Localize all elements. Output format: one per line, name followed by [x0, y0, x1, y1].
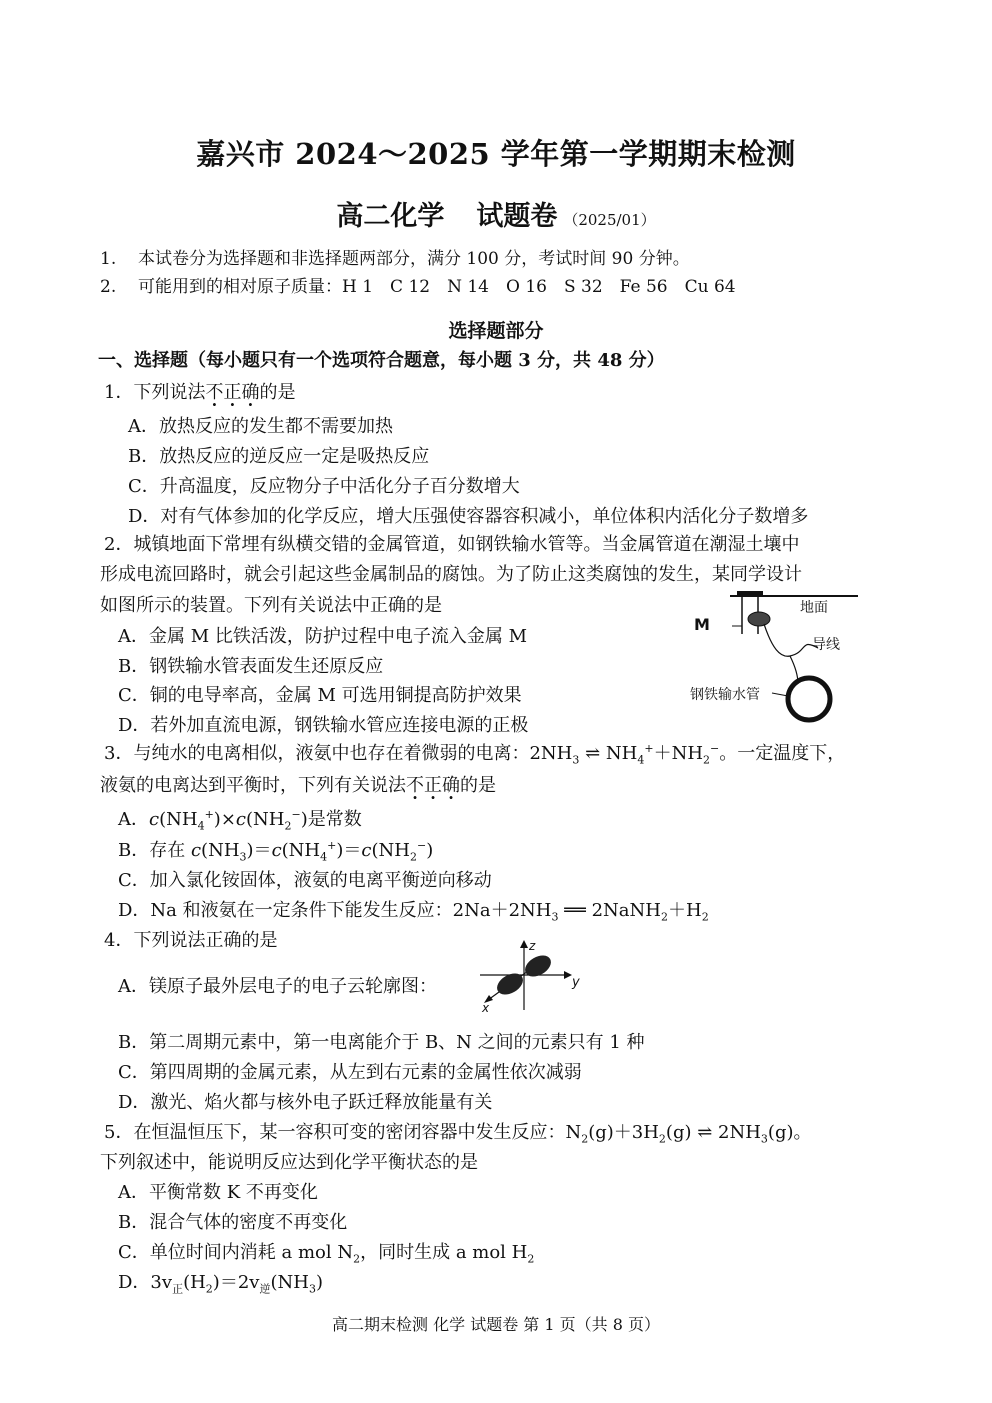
- question-3-option-c: C．加入氯化铵固体，液氨的电离平衡逆向移动: [118, 870, 492, 891]
- question-4-option-b: B．第二周期元素中，第一电离能介于 B、N 之间的元素只有 1 种: [118, 1032, 645, 1053]
- p-orbital-figure: [474, 936, 584, 1014]
- question-5-option-a: A．平衡常数 K 不再变化: [118, 1182, 318, 1203]
- orbital-lobe-lower: [493, 969, 526, 999]
- question-1-stem: 1．下列说法不正确的是: [104, 382, 296, 403]
- question-2-option-d: D．若外加直流电源，钢铁输水管应连接电源的正极: [118, 715, 529, 736]
- page-footer: 高二期末检测 化学 试题卷 第 1 页（共 8 页）: [332, 1315, 660, 1334]
- y-arrow-icon: [564, 971, 572, 979]
- subject-label: 高二化学: [336, 201, 445, 232]
- question-4-option-a: A．镁原子最外层电子的电子云轮廓图：: [118, 976, 437, 997]
- question-5-option-d: D．$3v_正(H_2)=2v_逆(NH_3)$: [118, 1272, 323, 1296]
- note-1: 1. 本试卷分为选择题和非选择题两部分，满分 100 分，考试时间 90 分钟。: [100, 249, 690, 269]
- x-axis-label: x: [482, 1001, 490, 1014]
- paper-subtitle: [0, 194, 992, 233]
- question-4-stem: 4．下列说法正确的是: [104, 930, 278, 951]
- question-3-line-1: 3．与纯水的电离相似，液氨中也存在着微弱的电离：$2NH_3$ ⇌ $NH_4^++NH_2^-$。一定温度下，: [104, 742, 846, 767]
- question-4-option-c: C．第四周期的金属元素，从左到右元素的金属性依次减弱: [118, 1062, 582, 1083]
- question-1-option-c: C．升高温度，反应物分子中活化分子百分数增大: [128, 476, 520, 497]
- part-title: 一、选择题（每小题只有一个选项符合题意，每小题 3 分，共 48 分）: [98, 350, 665, 371]
- exam-title: 嘉兴市 2024～2025 学年第一学期期末检测: [196, 137, 796, 171]
- note-2: 2. 可能用到的相对原子质量：H 1 C 12 N 14 O 16 S 32 Fe 56 Cu 64: [100, 277, 736, 297]
- question-3-option-d: D．Na 和液氨在一定条件下能发生反应：$2Na+2NH_3$ ══ $2NaNH_2+H_2$: [118, 900, 709, 924]
- question-2-line-2: 形成电流回路时，就会引起这些金属制品的腐蚀。为了防止这类腐蚀的发生，某同学设计: [100, 564, 802, 585]
- wire-path: [764, 624, 818, 656]
- question-2-line-1: 2．城镇地面下常埋有纵横交错的金属管道，如钢铁输水管等。当金属管道在潮湿土壤中: [104, 534, 800, 555]
- ground-label: 地面: [800, 600, 828, 616]
- question-2-line-3: 如图所示的装置。下列有关说法中正确的是: [100, 595, 442, 616]
- pipe-pointer: [772, 693, 788, 696]
- paper-label: 试题卷: [476, 201, 558, 232]
- exam-date: （2025/01）: [563, 211, 656, 229]
- metal-m-label: M: [694, 615, 710, 634]
- question-5-line-2: 下列叙述中，能说明反应达到化学平衡状态的是: [100, 1152, 478, 1173]
- question-3-option-a: A．$c(NH_4^+)\times c(NH_2^-)$是常数: [118, 808, 362, 833]
- y-axis-label: y: [572, 975, 580, 990]
- question-5-option-c: C．单位时间内消耗 a mol $N_2$，同时生成 a mol $H_2$: [118, 1242, 535, 1266]
- question-3-line-2: 液氨的电离达到平衡时，下列有关说法不正确的是: [100, 775, 496, 796]
- pipe-label: 钢铁输水管: [690, 687, 760, 703]
- metal-m-block: [748, 612, 770, 626]
- question-2-option-a: A．金属 M 比铁活泼，防护过程中电子流入金属 M: [118, 626, 528, 647]
- question-1-option-d: D．对有气体参加的化学反应，增大压强使容器容积减小，单位体积内活化分子数增多: [128, 506, 809, 527]
- question-1-option-b: B．放热反应的逆反应一定是吸热反应: [128, 446, 430, 467]
- question-5-line-1: 5．在恒温恒压下，某一容积可变的密闭容器中发生反应：$N_2(g)+3H_2(g)$ ⇌ $2NH_3(g)$。: [104, 1122, 812, 1146]
- question-2-option-b: B．钢铁输水管表面发生还原反应: [118, 656, 384, 677]
- section-title: 选择题部分: [448, 320, 544, 342]
- orbital-lobe-upper: [521, 951, 554, 981]
- steel-pipe: [788, 678, 830, 720]
- question-1-option-a: A．放热反应的发生都不需要加热: [128, 416, 393, 437]
- question-3-option-b: B．存在 $c(NH_3)=c(NH_4^+)=c(NH_2^-)$: [118, 839, 434, 864]
- z-axis-label: z: [529, 939, 536, 953]
- question-2-option-c: C．铜的电导率高，金属 M 可选用铜提高防护效果: [118, 685, 522, 706]
- cathodic-protection-figure: [680, 586, 880, 726]
- equilibrium-arrow: ⇌: [585, 743, 601, 764]
- z-arrow-icon: [520, 940, 528, 948]
- ground-mount: [737, 591, 763, 597]
- wire-label: 导线: [812, 637, 840, 653]
- question-5-option-b: B．混合气体的密度不再变化: [118, 1212, 348, 1233]
- question-4-option-d: D．激光、焰火都与核外电子跃迁释放能量有关: [118, 1092, 493, 1113]
